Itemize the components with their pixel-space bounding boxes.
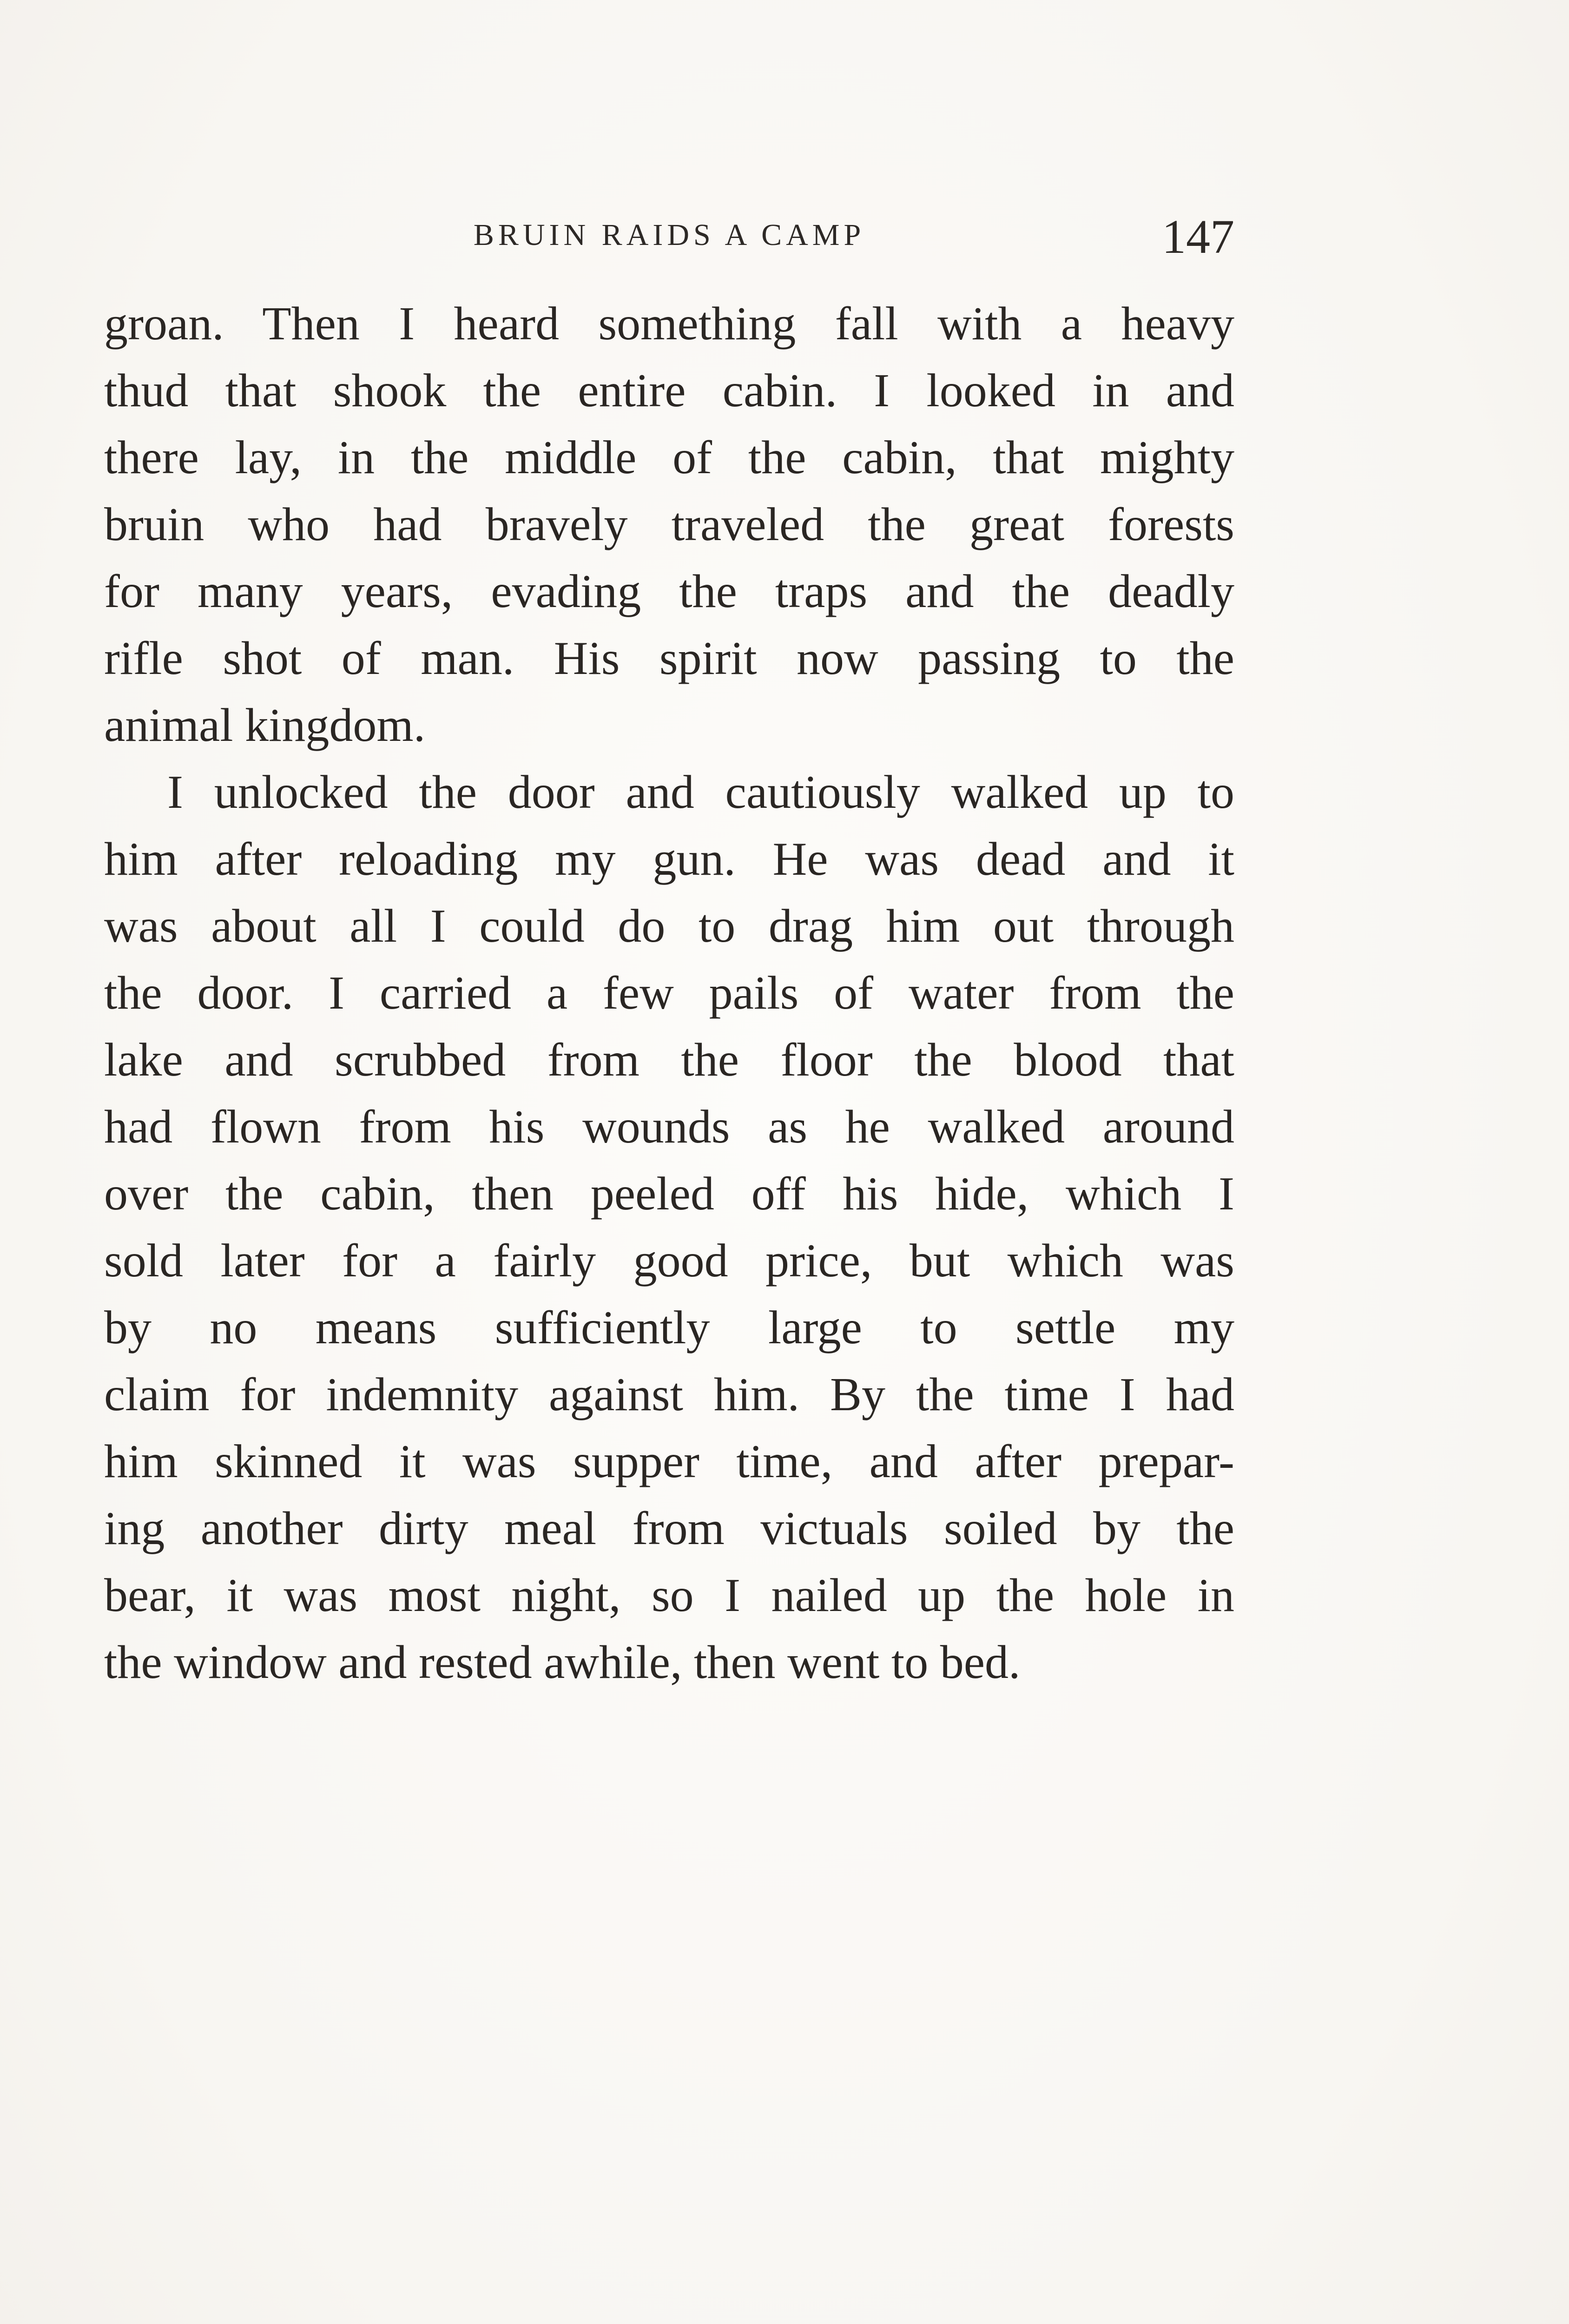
text-line: lake and scrubbed from the floor the blood that: [104, 1034, 1234, 1086]
text-line: by no means sufficiently large to settle my: [104, 1301, 1234, 1354]
text-line: I unlocked the door and cautiously walked up to: [167, 766, 1234, 819]
text-line: rifle shot of man. His spirit now passing to the: [104, 632, 1234, 685]
page-number: 147: [1162, 210, 1234, 264]
paragraph-1: [104, 290, 1234, 759]
text-line: bear, it was most night, so I nailed up the hole in: [104, 1569, 1234, 1622]
text-line: over the cabin, then peeled off his hide, which I: [104, 1168, 1234, 1220]
text-line: there lay, in the middle of the cabin, that mighty: [104, 431, 1234, 484]
paragraph-2: [104, 759, 1234, 1696]
text-line: sold later for a fairly good price, but which was: [104, 1235, 1234, 1287]
text-line: him skinned it was supper time, and after prepar-: [104, 1435, 1234, 1488]
text-line: thud that shook the entire cabin. I looked in and: [104, 364, 1234, 417]
text-line: bruin who had bravely traveled the great forests: [104, 498, 1234, 551]
text-line: the door. I carried a few pails of water from the: [104, 967, 1234, 1019]
running-head: [104, 210, 1234, 264]
text-line: was about all I could do to drag him out through: [104, 900, 1234, 952]
running-title: BRUIN RAIDS A CAMP: [473, 218, 865, 252]
text-line: claim for indemnity against him. By the time I had: [104, 1368, 1234, 1421]
body-text: [104, 290, 1234, 1696]
text-line: him after reloading my gun. He was dead and it: [104, 833, 1234, 885]
text-line: ing another dirty meal from victuals soiled by the: [104, 1502, 1234, 1555]
text-line: animal kingdom.: [104, 699, 426, 752]
text-line: groan. Then I heard something fall with a heavy: [104, 297, 1234, 350]
text-line: for many years, evading the traps and the deadly: [104, 565, 1234, 618]
text-line: the window and rested awhile, then went to bed.: [104, 1636, 1021, 1689]
text-line: had flown from his wounds as he walked around: [104, 1101, 1234, 1153]
